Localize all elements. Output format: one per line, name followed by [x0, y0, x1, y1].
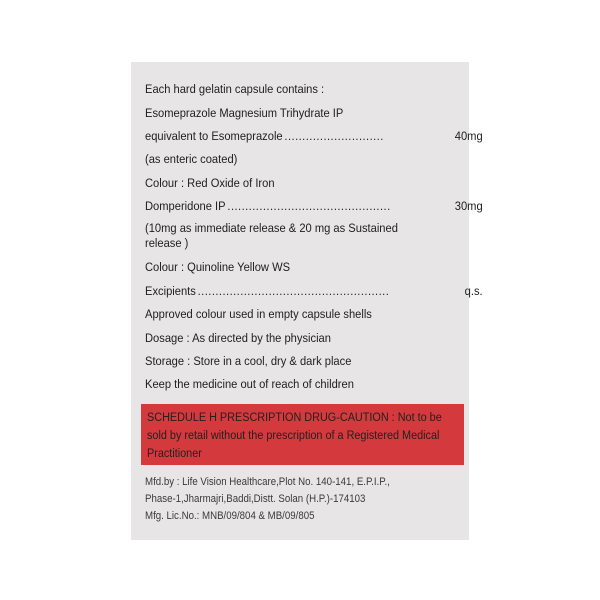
leader-dots: ..............................................: [227, 199, 391, 213]
enteric-coated-note: (as enteric coated): [145, 152, 238, 166]
ingredient-esomeprazole: Esomeprazole Magnesium Trihydrate IP: [145, 106, 344, 120]
esomeprazole-equivalent-label: equivalent to Esomeprazole: [145, 129, 283, 143]
keep-away-warning: Keep the medicine out of reach of children: [145, 377, 354, 391]
approved-colour-note: Approved colour used in empty capsule shells: [145, 307, 372, 321]
colour-quinoline-yellow: Colour : Quinoline Yellow WS: [145, 260, 291, 274]
excipients-qs: q.s.: [464, 284, 483, 298]
schedule-h-caution-text: SCHEDULE H PRESCRIPTION DRUG-CAUTION : Not to be sold by retail without the prescription of a Registered Medical Practitioner: [147, 410, 442, 460]
manufacturer-line2: Phase-1,Jharmajri,Baddi,Distt. Solan (H.P.)-174103: [145, 493, 366, 505]
leader-dots: ......................................................: [197, 284, 390, 298]
excipients-label: Excipients: [145, 284, 196, 298]
medicine-label-panel: [131, 62, 483, 540]
composition-heading: Each hard gelatin capsule contains :: [145, 82, 325, 96]
dosage-instruction: Dosage : As directed by the physician: [145, 331, 331, 345]
schedule-h-caution-box: [141, 404, 464, 465]
manufacturer-line1: Mfd.by : Life Vision Healthcare,Plot No. 140-141, E.P.I.P.,: [145, 476, 390, 488]
release-note-line1: (10mg as immediate release & 20 mg as Sustained: [145, 221, 398, 235]
esomeprazole-dose: 40mg: [454, 129, 483, 143]
domperidone-label: Domperidone IP: [145, 199, 226, 213]
esomeprazole-dose-line: [145, 129, 483, 144]
colour-red-oxide: Colour : Red Oxide of Iron: [145, 176, 275, 190]
storage-instruction: Storage : Store in a cool, dry & dark place: [145, 354, 352, 368]
domperidone-dose-line: [145, 199, 483, 214]
excipients-line: [145, 284, 483, 299]
domperidone-dose: 30mg: [454, 199, 483, 213]
manufacturing-licence: Mfg. Lic.No.: MNB/09/804 & MB/09/805: [145, 510, 315, 522]
leader-dots: ............................: [284, 129, 384, 143]
release-note-line2: release ): [145, 236, 189, 250]
